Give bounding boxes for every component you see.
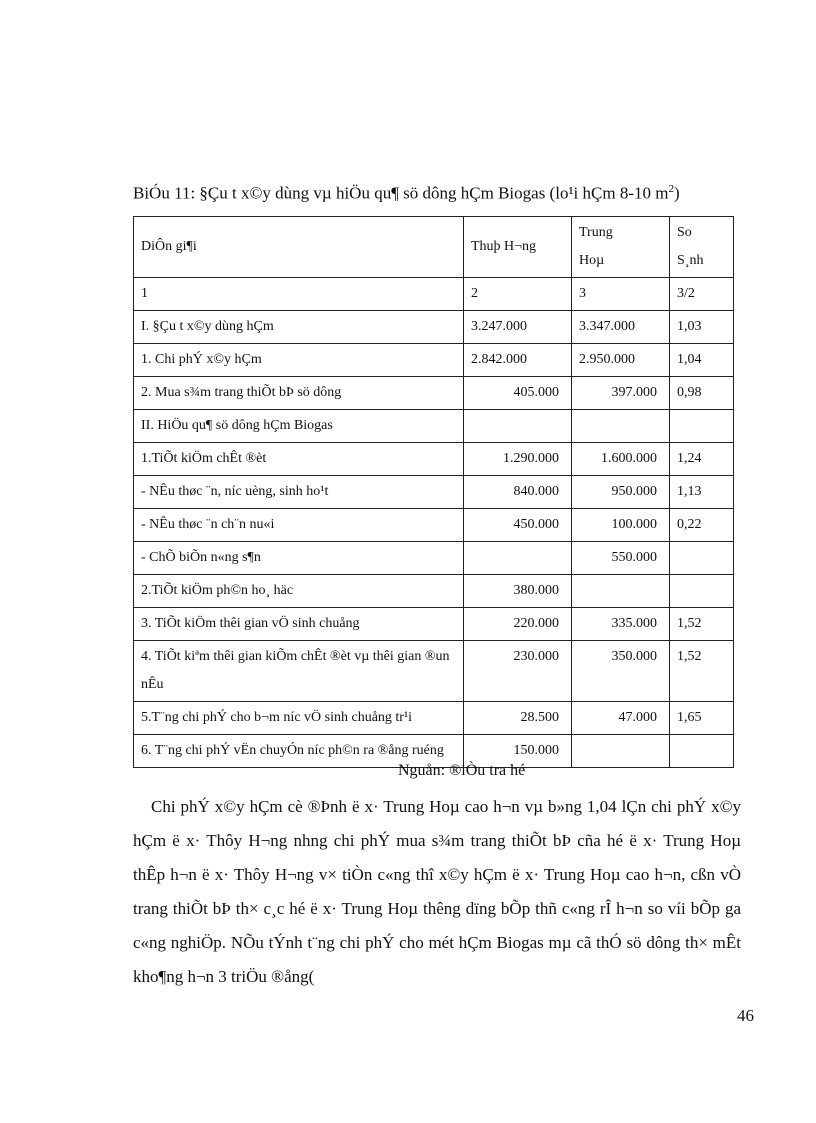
- row-value-cell: 950.000: [572, 476, 670, 509]
- row-label-cell: 6. T¨ng chi phÝ vËn chuyÓn níc ph©n ra ®ång ruéng: [134, 735, 464, 768]
- table-header-row: [134, 217, 734, 278]
- row-label-cell: 2. Mua s¾m trang thiÕt bÞ sö dông: [134, 377, 464, 410]
- row-value-cell: [670, 410, 734, 443]
- row-value-cell: 397.000: [572, 377, 670, 410]
- header-compare-text: So S¸nh: [677, 225, 704, 268]
- row-value-cell: 220.000: [464, 608, 572, 641]
- row-value-cell: 3/2: [670, 278, 734, 311]
- row-value-cell: 3: [572, 278, 670, 311]
- row-value-cell: 1,52: [670, 608, 734, 641]
- table-row: [134, 278, 734, 311]
- row-value-cell: 1,13: [670, 476, 734, 509]
- row-value-cell: 3.347.000: [572, 311, 670, 344]
- row-value-cell: 350.000: [572, 641, 670, 702]
- row-label-cell: I. §Çu t x©y dùng hÇm: [134, 311, 464, 344]
- row-value-cell: 380.000: [464, 575, 572, 608]
- body-paragraph: Chi phÝ x©y hÇm cè ®Þnh ë x· Trung Hoµ cao h¬n vµ b»ng 1,04 lÇn chi phÝ x©y hÇm ë x· Thôy H¬ng nhng chi phÝ mua s¾m trang thiÕt bÞ cña hé ë x· Trung Hoµ thÊp h¬n ë x· Thôy H¬ng v× tiÒn c«ng thî x©y hÇm ë x· Trung Hoµ cao h¬n, cßn vÒ trang thiÕt bÞ th× c¸c hé ë x· Trung Hoµ thêng dïng bÕp thñ c«ng rÎ h¬n so víi bÕp ga c«ng nghiÖp. NÕu tÝnh t¨ng chi phÝ cho mét hÇm Biogas mµ cã thÓ sö dông th× mÊt kho¶ng h¬n 3 triÖu ®ång(: [133, 797, 741, 986]
- table-row: [134, 509, 734, 542]
- body-paragraph-block: [133, 790, 741, 994]
- row-label-cell: II. HiÖu qu¶ sö dông hÇm Biogas: [134, 410, 464, 443]
- row-value-cell: 28.500: [464, 702, 572, 735]
- row-value-cell: 550.000: [572, 542, 670, 575]
- row-label-cell: 3. TiÕt kiÖm thêi gian vÖ sinh chuång: [134, 608, 464, 641]
- row-label-cell: 1. Chi phÝ x©y hÇm: [134, 344, 464, 377]
- row-value-cell: 150.000: [464, 735, 572, 768]
- row-value-cell: [464, 542, 572, 575]
- row-value-cell: 0,98: [670, 377, 734, 410]
- row-value-cell: 230.000: [464, 641, 572, 702]
- table-row: [134, 311, 734, 344]
- caption-close: ): [673, 183, 680, 203]
- row-value-cell: 100.000: [572, 509, 670, 542]
- row-value-cell: 1,04: [670, 344, 734, 377]
- row-label-cell: - NÊu thøc ¨n ch¨n nu«i: [134, 509, 464, 542]
- row-value-cell: 1,52: [670, 641, 734, 702]
- header-cell-compare: [670, 217, 734, 278]
- table-row: [134, 443, 734, 476]
- header-trung-hoa-text: Trung Hoµ: [579, 225, 613, 268]
- row-value-cell: 1,65: [670, 702, 734, 735]
- header-cell-description: DiÔn gi¶i: [134, 217, 464, 278]
- row-label-cell: 5.T¨ng chi phÝ cho b¬m níc vÖ sinh chuång tr¹i: [134, 702, 464, 735]
- row-value-cell: 2: [464, 278, 572, 311]
- table-row: [134, 377, 734, 410]
- table-row: [134, 542, 734, 575]
- row-value-cell: 47.000: [572, 702, 670, 735]
- row-label-cell: - ChÕ biÕn n«ng s¶n: [134, 542, 464, 575]
- page-number: 46: [737, 1006, 754, 1025]
- table-row: [134, 410, 734, 443]
- row-value-cell: 2.950.000: [572, 344, 670, 377]
- row-label-cell: 1.TiÕt kiÖm chÊt ®èt: [134, 443, 464, 476]
- row-value-cell: 450.000: [464, 509, 572, 542]
- header-cell-thuy-huong: Thuþ H¬ng: [464, 217, 572, 278]
- row-value-cell: 840.000: [464, 476, 572, 509]
- data-table: [133, 216, 734, 768]
- header-cell-trung-hoa: [572, 217, 670, 278]
- row-label-cell: 4. TiÕt kiªm thêi gian kiÕm chÊt ®èt vµ thêi gian ®un nÊu: [134, 641, 464, 702]
- row-label-cell: - NÊu thøc ¨n, níc uèng, sinh ho¹t: [134, 476, 464, 509]
- row-value-cell: [670, 542, 734, 575]
- row-value-cell: 2.842.000: [464, 344, 572, 377]
- row-value-cell: [670, 575, 734, 608]
- table-row: [134, 608, 734, 641]
- row-value-cell: [572, 410, 670, 443]
- row-label-cell: 2.TiÕt kiÖm ph©n ho¸ häc: [134, 575, 464, 608]
- caption-text: BiÓu 11: §Çu t x©y dùng vµ hiÖu qu¶ sö dông hÇm Biogas (lo¹i hÇm 8-10 m: [133, 183, 669, 203]
- row-value-cell: 0,22: [670, 509, 734, 542]
- row-value-cell: 1.600.000: [572, 443, 670, 476]
- row-value-cell: [572, 575, 670, 608]
- table-row: [134, 476, 734, 509]
- row-value-cell: 335.000: [572, 608, 670, 641]
- table-row: [134, 641, 734, 702]
- row-value-cell: 3.247.000: [464, 311, 572, 344]
- row-value-cell: 1,03: [670, 311, 734, 344]
- table-caption: [133, 183, 680, 204]
- row-value-cell: 1,24: [670, 443, 734, 476]
- source-note: Nguån: ®iÒu tra hé: [398, 762, 526, 779]
- table-row: [134, 575, 734, 608]
- row-value-cell: [464, 410, 572, 443]
- row-value-cell: 1.290.000: [464, 443, 572, 476]
- caption-superscript: 2: [668, 183, 674, 195]
- table-row: [134, 344, 734, 377]
- row-value-cell: 405.000: [464, 377, 572, 410]
- table-row: [134, 702, 734, 735]
- row-label-cell: 1: [134, 278, 464, 311]
